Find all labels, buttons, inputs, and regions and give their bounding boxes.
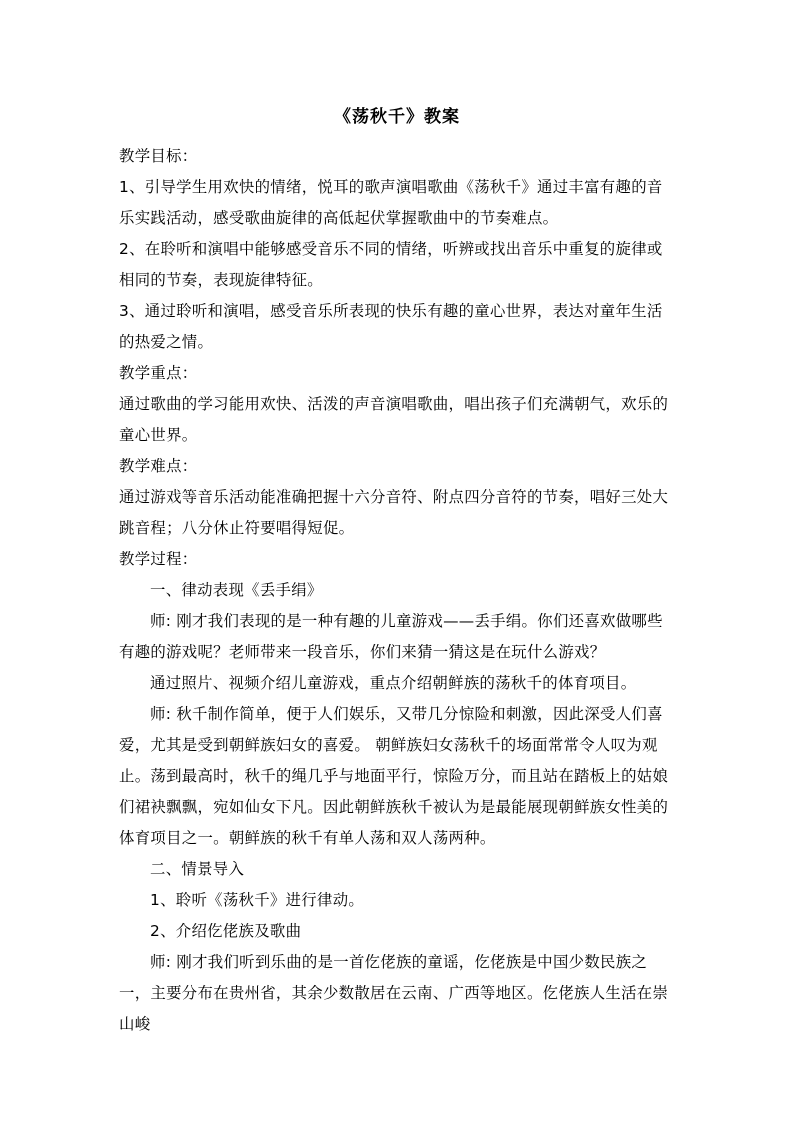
intro-paragraph: 通过照片、视频介绍儿童游戏，重点介绍朝鲜族的荡秋千的体育项目。 — [150, 674, 637, 692]
objective-item-1: 1、引导学生用欢快的情绪，悦耳的歌声演唱歌曲《荡秋千》通过丰富有趣的音乐实践活动，感受歌曲旋律的高低起伏掌握歌曲中的节奏难点。 — [119, 178, 663, 227]
section-heading-key-points: 教学重点： — [119, 364, 198, 382]
section-heading-difficulties: 教学难点： — [119, 457, 198, 475]
objective-item-3: 3、通过聆听和演唱，感受音乐所表现的快乐有趣的童心世界，表达对童年生活的热爱之情。 — [119, 302, 663, 351]
teacher-paragraph-2: 师: 秋千制作简单，便于人们娱乐，又带几分惊险和刺激，因此深受人们喜爱，尤其是受到朝鲜族妇女的喜爱。 朝鲜族妇女荡秋千的场面常常令人叹为观止。荡到最高时，秋千的绳几乎与地面平行，惊险万分，而且站在踏板上的姑娘们裙袂飘飘，宛如仙女下凡。因此朝鲜族秋千被认为是最能展现朝鲜族女性美的体育项目之一。朝鲜族的秋千有单人荡和双人荡两种。 — [119, 705, 669, 847]
process-step-2-heading: 二、情景导入 — [150, 860, 245, 878]
process-step-1-heading: 一、律动表现《丢手绢》 — [150, 581, 323, 599]
section-heading-objectives: 教学目标： — [119, 147, 198, 165]
key-points-text: 通过歌曲的学习能用欢快、活泼的声音演唱歌曲，唱出孩子们充满朝气，欢乐的童心世界。 — [119, 395, 669, 444]
objective-item-2: 2、在聆听和演唱中能够感受音乐不同的情绪，听辨或找出音乐中重复的旋律或相同的节奏，表现旋律特征。 — [119, 240, 663, 289]
teacher-paragraph-1: 师: 刚才我们表现的是一种有趣的儿童游戏——丢手绢。你们还喜欢做哪些有趣的游戏呢？老师带来一段音乐，你们来猜一猜这是在玩什么游戏？ — [119, 612, 663, 661]
process-sub-item-1: 1、聆听《荡秋千》进行律动。 — [150, 891, 365, 909]
section-heading-process: 教学过程： — [119, 550, 198, 568]
difficulties-text: 通过游戏等音乐活动能准确把握十六分音符、附点四分音符的节奏，唱好三处大跳音程；八分休止符要唱得短促。 — [119, 488, 669, 537]
teacher-paragraph-3: 师: 刚才我们听到乐曲的是一首仡佬族的童谣，仡佬族是中国少数民族之一，主要分布在贵州省，其余少数散居在云南、广西等地区。仡佬族人生活在崇山峻 — [119, 953, 669, 1033]
process-sub-item-2: 2、介绍仡佬族及歌曲 — [150, 922, 302, 940]
document-title: 《荡秋千》教案 — [334, 107, 460, 127]
document-body — [119, 141, 677, 1040]
